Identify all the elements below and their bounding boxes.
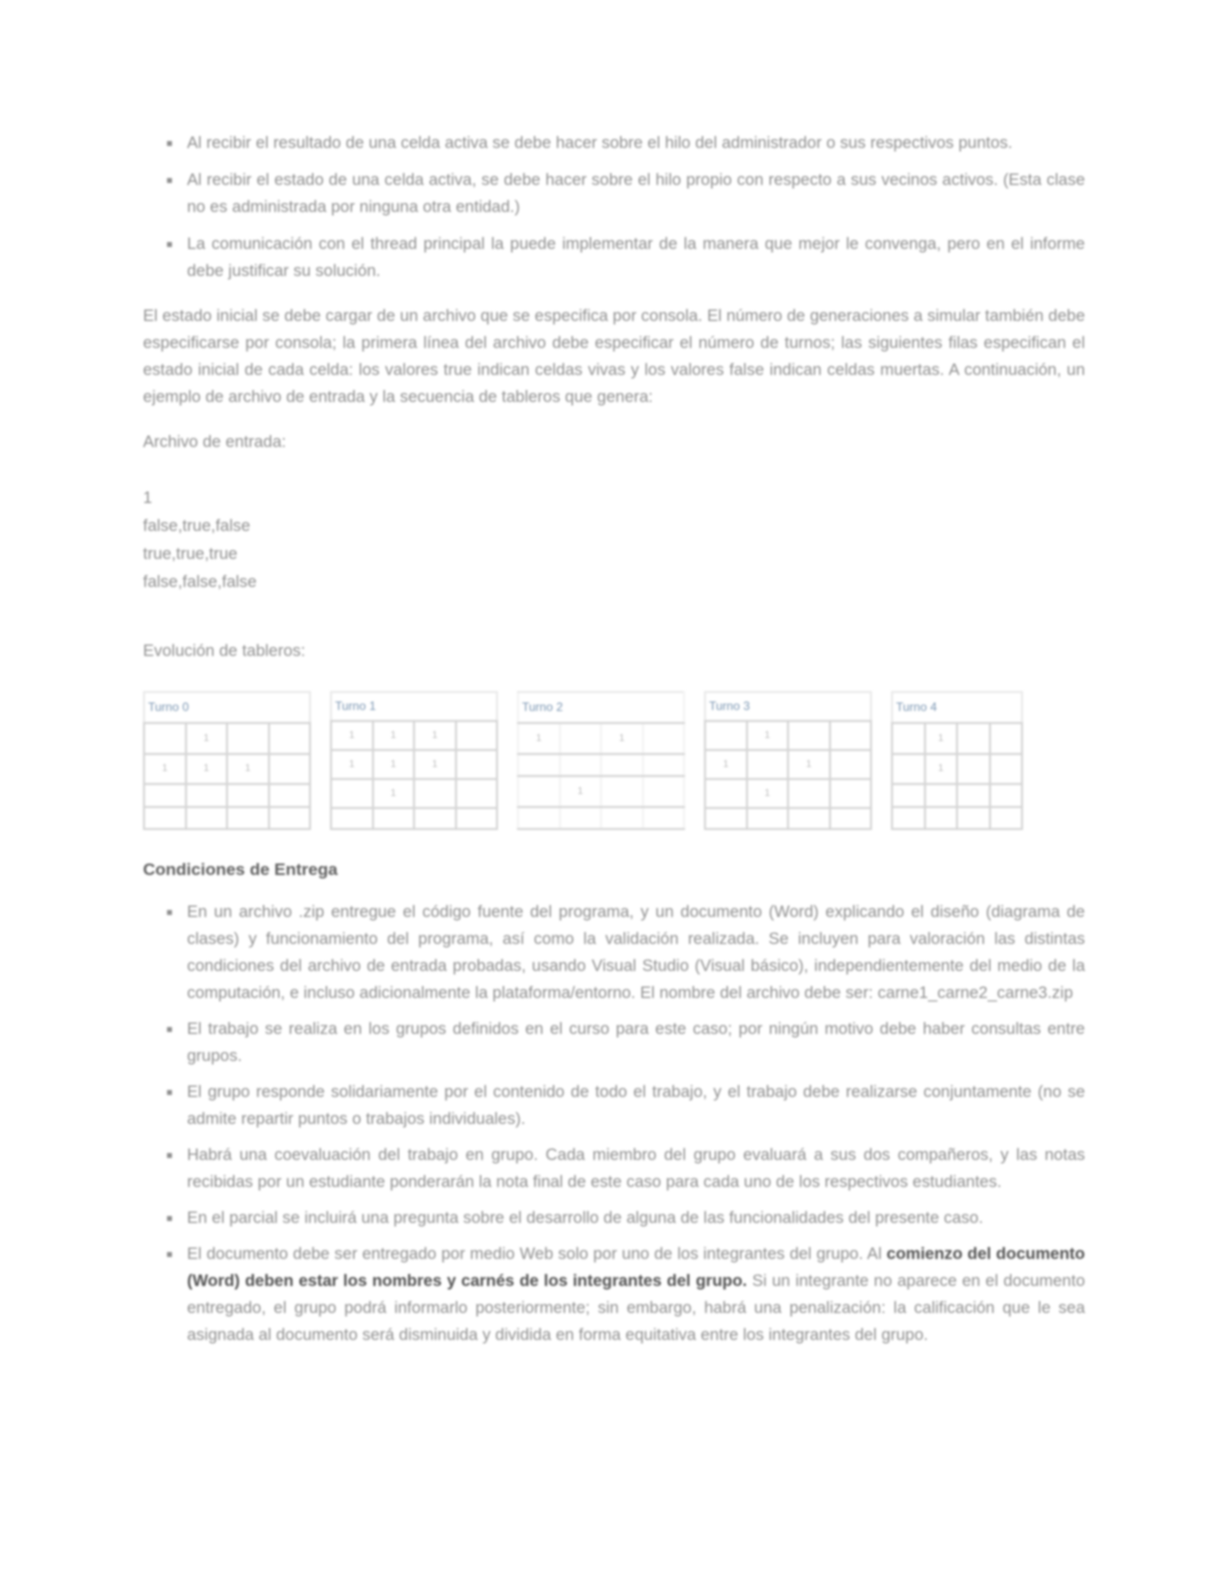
board-cell: 1 [373,750,415,779]
board-cell [957,807,990,829]
board-table [891,691,1023,830]
board-label: Turno 3 [705,692,871,721]
list-item: ▪ El trabajo se realiza en los grupos definidos en el curso para este caso; por ningún motivo debe haber consultas entre grupos. [183,1016,1085,1070]
board-cell [144,807,186,829]
board-cell [643,807,685,829]
code-line: true,true,true [143,545,238,563]
list-item: ▪ La comunicación con el thread principal la puede implementar de la manera que mejor le convenga, pero en el informe debe justificar su solución. [183,231,1085,285]
board-table [517,691,685,830]
board-cell [560,807,602,829]
board-cell [518,754,560,776]
board-cell: 1 [747,721,789,750]
board-label: Turno 1 [331,692,497,721]
delivery-heading: Condiciones de Entrega [143,860,338,879]
board-cell: 1 [601,723,643,754]
board-cell [925,784,958,806]
board-cell: 1 [747,779,789,808]
board-cell [601,807,643,829]
board-cell [892,723,925,754]
board-cell [227,784,269,806]
board-cell [925,807,958,829]
board-cell [456,721,498,750]
code-line: false,true,false [143,517,251,535]
code-line: false,false,false [143,573,257,591]
board-cell [518,776,560,807]
list-item [183,1241,1085,1349]
board-cell [990,754,1023,785]
input-file-label: Archivo de entrada: [143,433,287,451]
board-table [143,691,311,830]
list-item: ▪ En un archivo .zip entregue el código fuente del programa, y un documento (Word) explicando el diseño (diagrama de clases) y funcionamiento del programa, así como la validación realizada. Se incluyen para valoración las distintas condiciones del archivo de entrada probadas, usando Visual Studio (Visual básico), independientemente del medio de la computación, e incluso adicionalmente la plataforma/entorno. El nombre del archivo debe ser: carne1_carne2_carne3.zip [183,899,1085,1007]
board-cell: 1 [331,721,373,750]
list-item: ▪ El grupo responde solidariamente por el contenido de todo el trabajo, y el trabajo debe realizarse conjuntamente (no se admite repartir puntos o trabajos individuales). [183,1079,1085,1133]
board-cell [990,784,1023,806]
board-cell [269,784,311,806]
board-label: Turno 2 [518,692,684,723]
boards-section-label: Evolución de tableros: [143,642,306,660]
board-label: Turno 4 [892,692,1022,723]
board-cell: 1 [373,779,415,808]
board-cell [957,754,990,785]
board-cell [892,754,925,785]
board-cell [331,808,373,829]
board-cell [269,723,311,754]
list-item: ▪ Al recibir el resultado de una celda activa se debe hacer sobre el hilo del administrador o sus respectivos puntos. [183,130,1085,157]
board-cell [414,808,456,829]
board-cell [601,754,643,776]
delivery-bullet-list [143,899,1085,1349]
delivery-bullet-bold-text: comienzo del documento (Word) deben estar los nombres y carnés de los integrantes del grupo. [187,1245,1085,1290]
list-item: ▪ Al recibir el estado de una celda activa, se debe hacer sobre el hilo propio con respecto a sus vecinos activos. (Esta clase no es administrada por ninguna otra entidad.) [183,167,1085,221]
board-cell [144,784,186,806]
code-line: 1 [143,489,153,507]
board-cell: 1 [144,754,186,785]
list-item: ▪ En el parcial se incluirá una pregunta sobre el desarrollo de alguna de las funcionalidades del presente caso. [183,1205,1085,1232]
boards-row [143,691,1085,830]
intro-bullet-list [143,130,1085,285]
board-cell [269,754,311,785]
board-cell: 1 [186,754,228,785]
list-item: ▪ Habrá una coevaluación del trabajo en grupo. Cada miembro del grupo evaluará a sus dos compañeros, y las notas recibidas por un estudiante ponderarán la nota final de este caso para cada uno de los respectivos estudiantes. [183,1142,1085,1196]
board-cell [830,779,872,808]
board-cell: 1 [414,750,456,779]
board-cell [788,779,830,808]
board-cell: 1 [331,750,373,779]
board-cell [186,807,228,829]
board-cell [456,808,498,829]
input-file-code-block [143,484,1085,596]
board-cell [705,808,747,829]
board-cell [892,784,925,806]
board-cell [643,723,685,754]
board-cell [560,754,602,776]
board-cell [456,779,498,808]
board-cell [518,807,560,829]
board-cell [269,807,311,829]
board-table [704,691,872,830]
board-cell: 1 [925,754,958,785]
board-cell [227,807,269,829]
board-cell [747,750,789,779]
board-cell [456,750,498,779]
board-cell [414,779,456,808]
board-cell [830,721,872,750]
board-cell: 1 [788,750,830,779]
board-cell [957,784,990,806]
board-cell: 1 [414,721,456,750]
board-cell [990,723,1023,754]
delivery-bullet-pre-text: El documento debe ser entregado por medio Web solo por uno de los integrantes del grupo. Al [187,1245,887,1263]
board-cell: 1 [373,721,415,750]
board-cell: 1 [518,723,560,754]
board-cell [892,807,925,829]
board-cell: 1 [705,750,747,779]
board-cell: 1 [227,754,269,785]
board-cell [601,776,643,807]
board-cell [227,723,269,754]
board-cell [643,776,685,807]
board-cell: 1 [186,723,228,754]
board-cell [747,808,789,829]
board-cell [788,721,830,750]
intro-paragraph: El estado inicial se debe cargar de un archivo que se especifica por consola. El número de generaciones a simular también debe especificarse por consola; la primera línea del archivo debe especificar el número de turnos; las siguientes filas especifican el estado inicial de cada celda: los valores true indican celdas vivas y los valores false indican celdas muertas. A continuación, un ejemplo de archivo de entrada y la secuencia de tableros que genera: [143,307,1085,406]
board-cell [830,750,872,779]
board-cell: 1 [560,776,602,807]
board-label: Turno 0 [144,692,310,723]
board-cell [990,807,1023,829]
delivery-bullet-post-text: Si un integrante no aparece en el documento entregado, el grupo podrá informarlo posteriormente; sin embargo, habrá una penalización: la calificación que le sea asignada al documento será disminuida y dividida en forma equitativa entre los integrantes del grupo. [187,1272,1085,1344]
board-cell [705,779,747,808]
board-cell [144,723,186,754]
board-cell [560,723,602,754]
board-table [330,691,498,830]
board-cell [186,784,228,806]
board-cell [705,721,747,750]
board-cell [957,723,990,754]
board-cell [373,808,415,829]
board-cell [788,808,830,829]
board-cell [643,754,685,776]
board-cell [830,808,872,829]
board-cell: 1 [925,723,958,754]
board-cell [331,779,373,808]
